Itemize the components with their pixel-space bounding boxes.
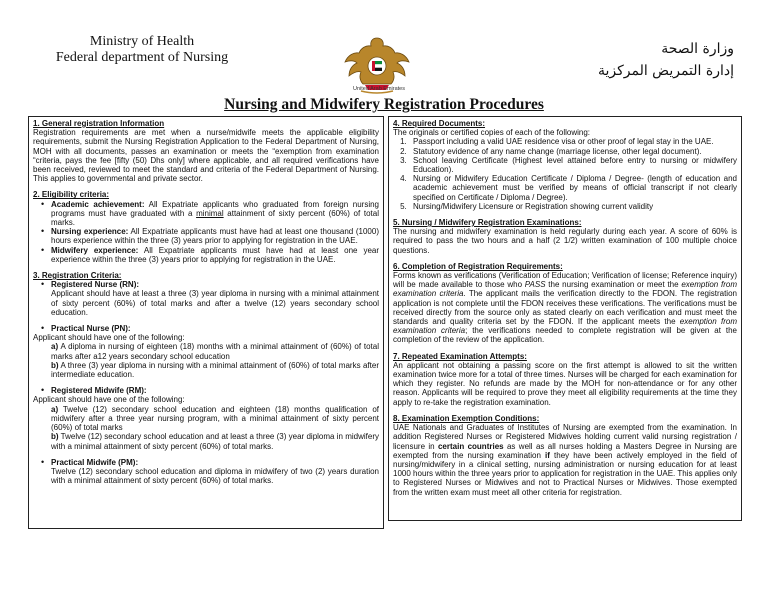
list-item: 1. Passport including a valid UAE residence visa or other proof of legal stay in the UAE. (409, 137, 737, 146)
pn-a-label: a) (51, 342, 59, 352)
pn-list (33, 324, 379, 333)
academic-text-b: attainment of sixty percent (60%) of total marks. (51, 208, 379, 228)
midwifery-experience-label: Midwifery experience: (51, 245, 139, 255)
section-1-text: Registration requirements are met when a nurse/midwife meets the applicable eligibility requirements, submit the Nursing Registration Application to the Federal Department of Nursing, MOH with all documents, passes an examination or meets the “exemption from examination “criteria, pays the fee [fifty (50) Dhs only] where applicable, and all required verifications have been received, reviewed to meet the standard and criteria of the Federal Department of Nursing. This applies to governmental and private sector. (33, 128, 379, 184)
section-5-title: 5. Nursing / Midwifery Registration Examinations: (393, 218, 582, 228)
section-5-text: The nursing and midwifery examination is held regularly during each year. A score of 60% is required to pass the two hours and a half (2 1/2) written examination of 100 multiple choice questions. (393, 227, 737, 255)
department-name: Federal department of Nursing (55, 50, 229, 65)
academic-text-a: All Expatriate applicants who graduated from foreign nursing programs must have graduated with a (51, 199, 380, 218)
section-7-text: An applicant not obtaining a passing score on the first attempt is allowed to sit the written examination twice more for a total of three times. Nurses will be charged for each examination for which they register. No refunds are made by the MOH for non-attendance or for any other reason. Applicants will be required to prove they meet all eligibility requirements at the time they apply to re-take the registration examination. (393, 360, 737, 407)
pn-intro: Applicant should have one of the following: (33, 333, 185, 343)
pm-list (33, 458, 379, 467)
list-item (51, 324, 379, 333)
s6-exemption-2: exemption from examination criteria (393, 317, 737, 336)
midwifery-experience-text: All Expatriate applicants must have had at least one year experience within the three (3) years prior to applying for registration in the UAE. (51, 245, 380, 264)
list-item (51, 227, 379, 245)
list-item: 3. School leaving Certificate (Highest level attained before entry to nursing or midwifery Education). (409, 156, 737, 174)
academic-minimal: minimal (196, 208, 224, 218)
pn-a-text: A diploma in nursing of eighteen (18) months with a minimal attainment of (60%) of total marks after a12 years secondary school education (51, 342, 379, 361)
pn-option-b (33, 361, 379, 379)
rm-a-text: Twelve (12) secondary school education and eighteen (18) months qualification of midwifery after a three year nursing program, with a minimal attainment of sixty percent (60%) of total marks (51, 404, 379, 433)
s8-certain: certain countries (437, 441, 504, 451)
emblem-caption: United Arab Emirates (353, 86, 405, 92)
section-8-text (393, 423, 737, 497)
registration-criteria-list (33, 280, 379, 289)
list-item (51, 386, 379, 395)
nursing-experience-text: All Expatriate applicants must have had at least one thousand (1000) hours experience within the three (3) years prior to applying for registration in the UAE. (51, 227, 379, 246)
eligibility-list (33, 200, 379, 264)
document-title: Nursing and Midwifery Registration Procedures (224, 96, 544, 113)
arabic-ministry-name: وزارة الصحة (661, 41, 734, 57)
pn-b-label: b) (51, 360, 59, 370)
ministry-header-english (52, 34, 232, 66)
ministry-header-arabic (554, 38, 734, 82)
s6-exemption: exemption from examination criteria (393, 280, 738, 299)
rm-option-b (33, 432, 379, 450)
section-4-intro: The originals or certified copies of each of the following: (393, 128, 590, 138)
section-6-title: 6. Completion of Registration Requirements: (393, 261, 563, 271)
rm-intro: Applicant should have one of the following: (33, 395, 185, 405)
rn-label: Registered Nurse (RN): (51, 280, 140, 290)
nursing-experience-label: Nursing experience: (51, 227, 129, 237)
pn-option-a (33, 342, 379, 360)
s6-pass: PASS (524, 280, 546, 290)
list-item: 5. Nursing/Midwifery Licensure or Registration showing current validity (409, 202, 737, 211)
list-item (51, 280, 379, 289)
rm-label: Registered Midwife (RM): (51, 386, 147, 396)
pn-b-text: A three (3) year diploma in nursing with a minimal attainment of (60%) of total marks after intermediate education. (51, 360, 379, 380)
s6-text-b: the nursing examination or meet the (545, 280, 682, 290)
section-1-title: 1. General registration Information (33, 119, 165, 128)
section-4-title: 4. Required Documents: (393, 119, 486, 128)
rm-b-label: b) (51, 432, 59, 442)
s6-text-c: . The applicant mails the verification directly to the FDON. The registration application is not complete until the FDON receives these verifications. The verifications must be received directly from the source only as stated clearly on each verification and must meet the standards and quality criteria set by the FDON. If the applicant meets the (393, 289, 737, 327)
section-7-title: 7. Repeated Examination Attempts: (393, 351, 527, 361)
section-3-title: 3. Registration Criteria: (33, 271, 122, 281)
list-item (51, 458, 379, 467)
rm-option-a (33, 405, 379, 433)
right-column (388, 116, 742, 521)
rm-b-text: Twelve (12) secondary school education and at least a three (3) year diploma in midwifery with a minimal attainment of sixty percent (60%) of total marks. (51, 432, 379, 451)
arabic-department-name: إدارة التمريض المركزية (597, 63, 734, 79)
left-column (28, 116, 384, 529)
s6-text-d: ; the verifications needed to complete registration will be given at the completion of the review of the application. (393, 326, 737, 345)
pm-text: Twelve (12) secondary school education and diploma in midwifery of two (2) years duration with a minimal attainment of sixty percent (60%) of total marks. (51, 466, 379, 486)
section-6-text (393, 271, 737, 345)
s8-text-a: UAE Nationals and Graduates of Institutes of Nursing are exempted from the examination. In addition Registered Nurses or Registered Midwives holding current valid nursing registration / licensure in (393, 423, 737, 451)
section-8-title: 8. Examination Exemption Conditions: (393, 413, 540, 423)
rm-list (33, 386, 379, 395)
s6-text-a: Forms known as verifications (Verification of Education; Verification of license; Reference inquiry) will be made available to those who (393, 271, 737, 290)
rn-text: Applicant should have at least a three (3) year diploma in nursing with a minimal attainment of sixty percent (60%) of total marks and after a twelve (12) years secondary school education. (51, 289, 379, 317)
section-2-title: 2. Eligibility criteria: (33, 190, 110, 200)
s8-text-c: they have been actively employed in the field of nursing/midwifery in a clinical setting, nursing administration or nursing education for at least 1000 hours within the three years prior to application for registration in the UAE. This applies only to Registered Nurses or Midwives and not to Practical Nurses or Midwives. Those exempted from the written exam must meet all other criteria for registration. (393, 450, 737, 497)
pm-label: Practical Midwife (PM): (51, 457, 139, 467)
pn-label: Practical Nurse (PN): (51, 324, 131, 334)
ministry-name: Ministry of Health (89, 34, 195, 49)
rm-a-label: a) (51, 404, 59, 414)
list-item (51, 200, 379, 228)
list-item: 2. Statutory evidence of any name change (marriage license, other legal document). (409, 147, 737, 156)
s8-text-b: as well as all nurses holding a Masters Degree in Nursing are exempted from the nursing examination (393, 441, 738, 460)
list-item: 4. Nursing or Midwifery Education Certificate / Diploma / Degree- (length of education and academic achievement must be verified by means of official transcript if not clearly specified on Certificate / Diploma / Degree). (409, 174, 737, 202)
s8-if: if (545, 450, 550, 460)
required-documents-list (393, 137, 737, 211)
academic-label: Academic achievement: (51, 199, 145, 209)
list-item (51, 246, 379, 264)
